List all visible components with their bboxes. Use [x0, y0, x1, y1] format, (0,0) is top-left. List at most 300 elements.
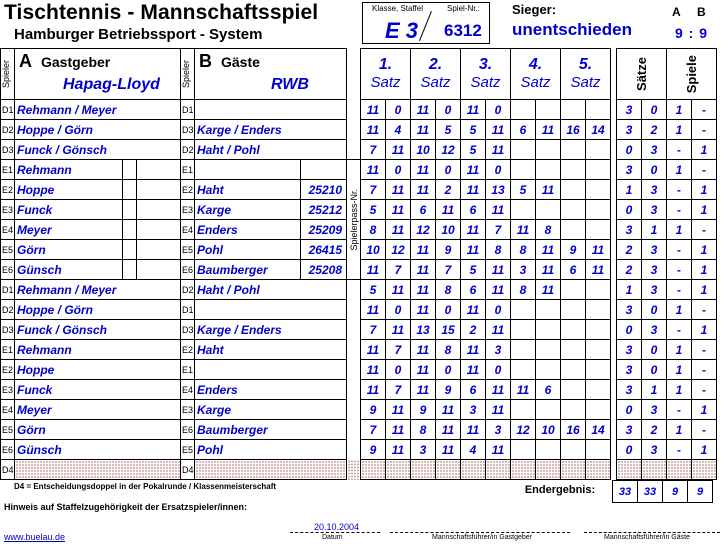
satz-score[interactable]: 6 [561, 260, 586, 280]
satz-score[interactable]: 8 [436, 280, 461, 300]
home-position: E2 [1, 360, 15, 380]
away-player[interactable] [195, 300, 347, 320]
satz-score[interactable]: 12 [436, 140, 461, 160]
satz-score[interactable]: 5 [361, 200, 386, 220]
satz-score[interactable] [561, 460, 586, 480]
home-extra-2[interactable] [137, 240, 181, 260]
satz-score[interactable] [561, 280, 586, 300]
home-player[interactable]: Rehmann / Meyer [15, 100, 181, 120]
satz-score[interactable] [536, 440, 561, 460]
satz-score[interactable] [386, 460, 411, 480]
satz-score[interactable]: 5 [461, 140, 486, 160]
spielerpass-nr[interactable]: 26415 [301, 240, 347, 260]
home-player[interactable]: Meyer [15, 220, 123, 240]
satz-score[interactable] [586, 140, 611, 160]
satz-score[interactable] [586, 300, 611, 320]
satz-score[interactable] [561, 360, 586, 380]
saetze-a: 0 [617, 140, 642, 160]
home-player[interactable]: Funck / Gönsch [15, 320, 181, 340]
satz-score[interactable]: 11 [411, 280, 436, 300]
home-extra-1[interactable] [123, 160, 137, 180]
away-player[interactable]: Pohl [195, 440, 347, 460]
away-player[interactable]: Haht [195, 340, 347, 360]
home-player[interactable]: Rehmann [15, 340, 181, 360]
pass-gap [347, 320, 361, 340]
satz-score[interactable] [586, 160, 611, 180]
satz-score[interactable]: 11 [411, 180, 436, 200]
satz-score[interactable]: 7 [361, 420, 386, 440]
satz-score[interactable]: 7 [386, 340, 411, 360]
match-row [1, 420, 717, 440]
satz-score[interactable]: 10 [361, 240, 386, 260]
satz-score[interactable]: 0 [486, 300, 511, 320]
satz-score[interactable]: 16 [561, 120, 586, 140]
satz-score[interactable] [561, 220, 586, 240]
satz-score[interactable] [586, 400, 611, 420]
satz-score[interactable]: 11 [411, 160, 436, 180]
satz-score[interactable]: 12 [386, 240, 411, 260]
spielerpass-nr[interactable]: 25212 [301, 200, 347, 220]
spielerpass-label: Spielerpass-Nr. [347, 160, 361, 280]
satz-score[interactable] [511, 140, 536, 160]
home-extra-2[interactable] [137, 220, 181, 240]
satz-score[interactable]: 11 [436, 400, 461, 420]
satz-score[interactable]: 11 [411, 380, 436, 400]
saetze-a: 0 [617, 200, 642, 220]
spiele-a: 1 [667, 300, 692, 320]
saetze-total-a: 33 [613, 481, 638, 503]
satz-score[interactable]: 11 [486, 440, 511, 460]
satz-score[interactable] [511, 100, 536, 120]
satz-score[interactable]: 5 [436, 120, 461, 140]
satz-score[interactable] [561, 320, 586, 340]
satz-score[interactable] [561, 340, 586, 360]
satz-score[interactable]: 12 [511, 420, 536, 440]
satz-score[interactable]: 7 [386, 380, 411, 400]
pass-gap [347, 280, 361, 300]
satz-score[interactable] [586, 200, 611, 220]
satz-score[interactable] [561, 400, 586, 420]
header-row [1, 49, 717, 100]
satz-score[interactable] [511, 320, 536, 340]
satz-score[interactable]: 9 [361, 440, 386, 460]
satz-score[interactable]: 0 [436, 300, 461, 320]
home-position: E5 [1, 240, 15, 260]
satz-score[interactable] [486, 460, 511, 480]
home-player[interactable]: Hoppe [15, 180, 123, 200]
satz-score[interactable]: 8 [436, 340, 461, 360]
satz-score[interactable] [511, 340, 536, 360]
home-position: E1 [1, 340, 15, 360]
satz-score[interactable] [511, 440, 536, 460]
away-player[interactable]: Haht [195, 180, 301, 200]
satz-score[interactable]: 0 [386, 360, 411, 380]
away-team-cell [195, 49, 347, 100]
home-extra-1[interactable] [123, 200, 137, 220]
satz-score[interactable]: 11 [361, 160, 386, 180]
satz-score[interactable]: 11 [386, 200, 411, 220]
home-position: D3 [1, 320, 15, 340]
away-player[interactable]: Karge / Enders [195, 120, 347, 140]
home-extra-2[interactable] [137, 200, 181, 220]
satz-score[interactable]: 11 [411, 340, 436, 360]
away-player[interactable]: Baumberger [195, 260, 301, 280]
satz-score[interactable]: 11 [461, 180, 486, 200]
satz-score[interactable]: 2 [461, 320, 486, 340]
satz-score[interactable]: 3 [486, 340, 511, 360]
satz-score[interactable]: 7 [361, 320, 386, 340]
match-row [1, 320, 717, 340]
away-player[interactable] [195, 100, 347, 120]
satz-score[interactable]: 9 [411, 400, 436, 420]
away-player[interactable]: Enders [195, 380, 347, 400]
home-player[interactable]: Hoppe / Görn [15, 300, 181, 320]
away-position: D4 [181, 460, 195, 480]
satz-score[interactable]: 11 [536, 240, 561, 260]
satz-score[interactable]: 11 [461, 340, 486, 360]
satz-score[interactable]: 11 [386, 220, 411, 240]
satz-score[interactable]: 11 [461, 300, 486, 320]
satz-score[interactable]: 3 [411, 440, 436, 460]
satz-score[interactable]: 2 [436, 180, 461, 200]
away-player[interactable]: Karge / Enders [195, 320, 347, 340]
satz-score[interactable]: 10 [436, 220, 461, 240]
satz-score[interactable]: 5 [361, 280, 386, 300]
satz-score[interactable]: 11 [486, 120, 511, 140]
satz-score[interactable]: 11 [511, 220, 536, 240]
satz-score[interactable]: 11 [461, 220, 486, 240]
spiele-a: - [667, 400, 692, 420]
saetze-b: 1 [642, 380, 667, 400]
away-player[interactable]: Haht / Pohl [195, 280, 347, 300]
satz-score[interactable]: 11 [586, 240, 611, 260]
satz-score[interactable]: 11 [411, 360, 436, 380]
satz-score[interactable] [561, 180, 586, 200]
home-extra-1[interactable] [123, 180, 137, 200]
satz-score[interactable]: 11 [586, 260, 611, 280]
satz-score[interactable] [586, 280, 611, 300]
satz-score[interactable]: 11 [386, 420, 411, 440]
spiele-b [692, 460, 717, 480]
satz-score[interactable] [511, 300, 536, 320]
saetze-b: 0 [642, 340, 667, 360]
satz-score[interactable] [561, 380, 586, 400]
satz-score[interactable]: 6 [536, 380, 561, 400]
satz-score[interactable] [536, 160, 561, 180]
satz-score[interactable]: 11 [386, 280, 411, 300]
satz-score[interactable] [536, 300, 561, 320]
saetze-b: 3 [642, 280, 667, 300]
home-extra-2[interactable] [137, 160, 181, 180]
satz-score[interactable]: 6 [461, 200, 486, 220]
home-extra-2[interactable] [137, 180, 181, 200]
satz-score[interactable]: 0 [436, 360, 461, 380]
satz-score[interactable]: 11 [361, 380, 386, 400]
away-player[interactable]: Karge [195, 400, 347, 420]
satz-score[interactable] [511, 460, 536, 480]
satz-score[interactable]: 11 [511, 380, 536, 400]
satz-score[interactable]: 11 [386, 180, 411, 200]
home-position: D2 [1, 300, 15, 320]
home-player[interactable]: Günsch [15, 260, 123, 280]
saetze-a: 2 [617, 260, 642, 280]
satz-score[interactable] [536, 100, 561, 120]
satz-score[interactable]: 11 [486, 400, 511, 420]
satz-score[interactable] [586, 360, 611, 380]
satz-score[interactable]: 11 [361, 100, 386, 120]
home-player[interactable]: Görn [15, 420, 181, 440]
satz-score[interactable]: 11 [411, 240, 436, 260]
away-player[interactable]: Baumberger [195, 420, 347, 440]
home-player[interactable]: Hoppe / Görn [15, 120, 181, 140]
home-player[interactable]: Hoppe [15, 360, 181, 380]
saetze-a: 3 [617, 120, 642, 140]
away-player[interactable] [195, 460, 347, 480]
satz-score[interactable]: 8 [536, 220, 561, 240]
spiele-b: - [692, 300, 717, 320]
satz-score[interactable] [586, 440, 611, 460]
saetze-a: 3 [617, 300, 642, 320]
satz-score[interactable]: 0 [436, 100, 461, 120]
satz-score[interactable] [586, 460, 611, 480]
satz-score[interactable]: 11 [361, 120, 386, 140]
home-extra-2[interactable] [137, 260, 181, 280]
spieler-label-away: Spieler [181, 49, 195, 100]
away-player[interactable] [195, 160, 301, 180]
satz-score[interactable]: 11 [486, 260, 511, 280]
satz-score[interactable]: 0 [486, 360, 511, 380]
satz-score[interactable] [586, 340, 611, 360]
home-player[interactable]: Günsch [15, 440, 181, 460]
satz-score[interactable]: 11 [386, 320, 411, 340]
away-position: E5 [181, 240, 195, 260]
saetze-a: 0 [617, 320, 642, 340]
home-extra-1[interactable] [123, 220, 137, 240]
satz-score[interactable]: 0 [386, 300, 411, 320]
sieger-value: unentschieden [512, 20, 632, 39]
satz-score[interactable] [586, 380, 611, 400]
satz-score[interactable] [511, 360, 536, 380]
satz-score[interactable]: 11 [536, 260, 561, 280]
satz-score[interactable]: 4 [386, 120, 411, 140]
satz-score[interactable]: 7 [486, 220, 511, 240]
pass-gap [347, 460, 361, 480]
satz-score[interactable]: 11 [361, 260, 386, 280]
satz-score[interactable]: 6 [461, 380, 486, 400]
satz-score[interactable] [411, 460, 436, 480]
satz-score[interactable]: 11 [461, 360, 486, 380]
away-position: E6 [181, 260, 195, 280]
hinweis-label: Hinweis auf Staffelzugehörigkeit der Ersatzspieler/innen: [4, 502, 248, 512]
spielerpass-nr[interactable]: 25208 [301, 260, 347, 280]
satz-score[interactable]: 11 [411, 300, 436, 320]
satz-score[interactable] [511, 200, 536, 220]
satz-score[interactable]: 14 [586, 120, 611, 140]
spielerpass-nr[interactable] [301, 160, 347, 180]
match-row [1, 120, 717, 140]
satz-score[interactable]: 8 [361, 220, 386, 240]
satz-score[interactable]: 0 [386, 160, 411, 180]
satz-score[interactable]: 0 [386, 100, 411, 120]
away-position: E5 [181, 440, 195, 460]
satz-score[interactable]: 4 [461, 440, 486, 460]
satz-score[interactable]: 9 [361, 400, 386, 420]
satz-score[interactable]: 11 [536, 280, 561, 300]
satz-score[interactable]: 8 [511, 280, 536, 300]
away-position: D2 [181, 280, 195, 300]
spieler-label-home: Spieler [1, 49, 15, 100]
satz-score[interactable]: 3 [486, 420, 511, 440]
satz-score[interactable]: 11 [486, 140, 511, 160]
satz-score[interactable]: 12 [411, 220, 436, 240]
spiele-total-a: 9 [663, 481, 688, 503]
satz-score[interactable]: 0 [486, 160, 511, 180]
away-player[interactable]: Haht / Pohl [195, 140, 347, 160]
satz-score[interactable]: 13 [486, 180, 511, 200]
home-player[interactable]: Funck / Gönsch [15, 140, 181, 160]
satz-score[interactable]: 11 [411, 260, 436, 280]
satz-score[interactable] [561, 200, 586, 220]
satz-score[interactable]: 11 [386, 400, 411, 420]
satz-score[interactable]: 9 [561, 240, 586, 260]
satz-score[interactable] [561, 140, 586, 160]
home-player[interactable] [15, 460, 181, 480]
away-player[interactable]: Karge [195, 200, 301, 220]
satz-score[interactable]: 11 [436, 440, 461, 460]
spiele-b: 1 [692, 260, 717, 280]
satz-score[interactable]: 11 [411, 100, 436, 120]
satz-score[interactable]: 11 [461, 100, 486, 120]
satz-score[interactable]: 11 [536, 180, 561, 200]
home-player[interactable]: Rehmann / Meyer [15, 280, 181, 300]
satz-score[interactable] [536, 140, 561, 160]
satz-score[interactable] [536, 320, 561, 340]
satz-score[interactable]: 10 [536, 420, 561, 440]
satz-score[interactable]: 8 [511, 240, 536, 260]
satz-score[interactable]: 11 [436, 200, 461, 220]
satz-score[interactable]: 6 [511, 120, 536, 140]
satz-score[interactable]: 7 [361, 140, 386, 160]
saetze-b: 2 [642, 120, 667, 140]
away-player[interactable]: Pohl [195, 240, 301, 260]
satz-score[interactable]: 11 [486, 320, 511, 340]
satz-score[interactable]: 11 [411, 120, 436, 140]
satz-score[interactable] [536, 460, 561, 480]
satz-score[interactable] [536, 200, 561, 220]
satz-score[interactable] [586, 100, 611, 120]
satz-score[interactable]: 13 [411, 320, 436, 340]
satz-score[interactable] [561, 440, 586, 460]
satz-score[interactable]: 5 [461, 260, 486, 280]
pass-gap [347, 100, 361, 120]
satz-score[interactable] [361, 460, 386, 480]
satz-score[interactable]: 11 [436, 420, 461, 440]
home-extra-1[interactable] [123, 240, 137, 260]
satz-score[interactable]: 11 [536, 120, 561, 140]
satz-score[interactable]: 9 [436, 240, 461, 260]
satz-score[interactable]: 10 [411, 140, 436, 160]
home-player[interactable]: Funck [15, 380, 181, 400]
satz-score[interactable]: 11 [361, 340, 386, 360]
satz-score[interactable] [461, 460, 486, 480]
satz-score[interactable] [561, 100, 586, 120]
satz-score[interactable]: 5 [511, 180, 536, 200]
satz-score[interactable] [511, 160, 536, 180]
saetze-a: 3 [617, 100, 642, 120]
satz-score[interactable]: 3 [461, 400, 486, 420]
home-extra-1[interactable] [123, 260, 137, 280]
satz-score[interactable]: 0 [486, 100, 511, 120]
satz-score[interactable] [586, 180, 611, 200]
satz-score[interactable]: 11 [486, 380, 511, 400]
home-letter: A [19, 51, 32, 71]
gastgeber-signature-label: Mannschaftsführer/in Gastgeber [432, 534, 532, 541]
saetze-a: 3 [617, 360, 642, 380]
pass-gap-top [347, 49, 361, 100]
home-player[interactable]: Meyer [15, 400, 181, 420]
satz-score[interactable]: 9 [436, 380, 461, 400]
satz-score[interactable]: 14 [586, 420, 611, 440]
satz-score[interactable] [586, 220, 611, 240]
away-player[interactable] [195, 360, 347, 380]
satz-score[interactable] [511, 400, 536, 420]
satz-score[interactable] [561, 300, 586, 320]
home-player[interactable]: Funck [15, 200, 123, 220]
satz-score[interactable]: 8 [486, 240, 511, 260]
satz-score[interactable] [586, 320, 611, 340]
satz-score[interactable]: 11 [461, 420, 486, 440]
home-player[interactable]: Görn [15, 240, 123, 260]
spielerpass-nr[interactable]: 25210 [301, 180, 347, 200]
endergebnis-table [612, 480, 713, 503]
home-team-name: Hapag-Lloyd [63, 76, 160, 93]
satz-score[interactable]: 3 [511, 260, 536, 280]
satz-score[interactable] [561, 160, 586, 180]
spiele-a [667, 460, 692, 480]
home-player[interactable]: Rehmann [15, 160, 123, 180]
satz-score[interactable] [436, 460, 461, 480]
satz-score[interactable]: 7 [386, 260, 411, 280]
satz-score[interactable]: 15 [436, 320, 461, 340]
satz-score[interactable]: 8 [411, 420, 436, 440]
saetze-a: 3 [617, 220, 642, 240]
satz-score[interactable]: 6 [461, 280, 486, 300]
satz-score[interactable]: 7 [436, 260, 461, 280]
satz-score[interactable]: 11 [486, 280, 511, 300]
satz-score[interactable]: 11 [461, 160, 486, 180]
satz-score[interactable]: 11 [486, 200, 511, 220]
spielerpass-nr[interactable]: 25209 [301, 220, 347, 240]
satz-score[interactable]: 5 [461, 120, 486, 140]
saetze-b: 0 [642, 300, 667, 320]
satz-score[interactable]: 7 [361, 180, 386, 200]
satz-score[interactable]: 16 [561, 420, 586, 440]
satz-score[interactable] [536, 360, 561, 380]
away-player[interactable]: Enders [195, 220, 301, 240]
saetze-b: 3 [642, 180, 667, 200]
satz-score[interactable]: 6 [411, 200, 436, 220]
satz-score[interactable]: 11 [461, 240, 486, 260]
satz-score[interactable]: 11 [386, 440, 411, 460]
satz-score[interactable]: 11 [361, 300, 386, 320]
satz-score[interactable] [536, 340, 561, 360]
website-link[interactable]: www.buelau.de [4, 532, 66, 542]
saetze-b: 2 [642, 420, 667, 440]
satz-score[interactable]: 11 [386, 140, 411, 160]
satz-score[interactable]: 11 [361, 360, 386, 380]
satz-score[interactable]: 0 [436, 160, 461, 180]
satz-score[interactable] [536, 400, 561, 420]
